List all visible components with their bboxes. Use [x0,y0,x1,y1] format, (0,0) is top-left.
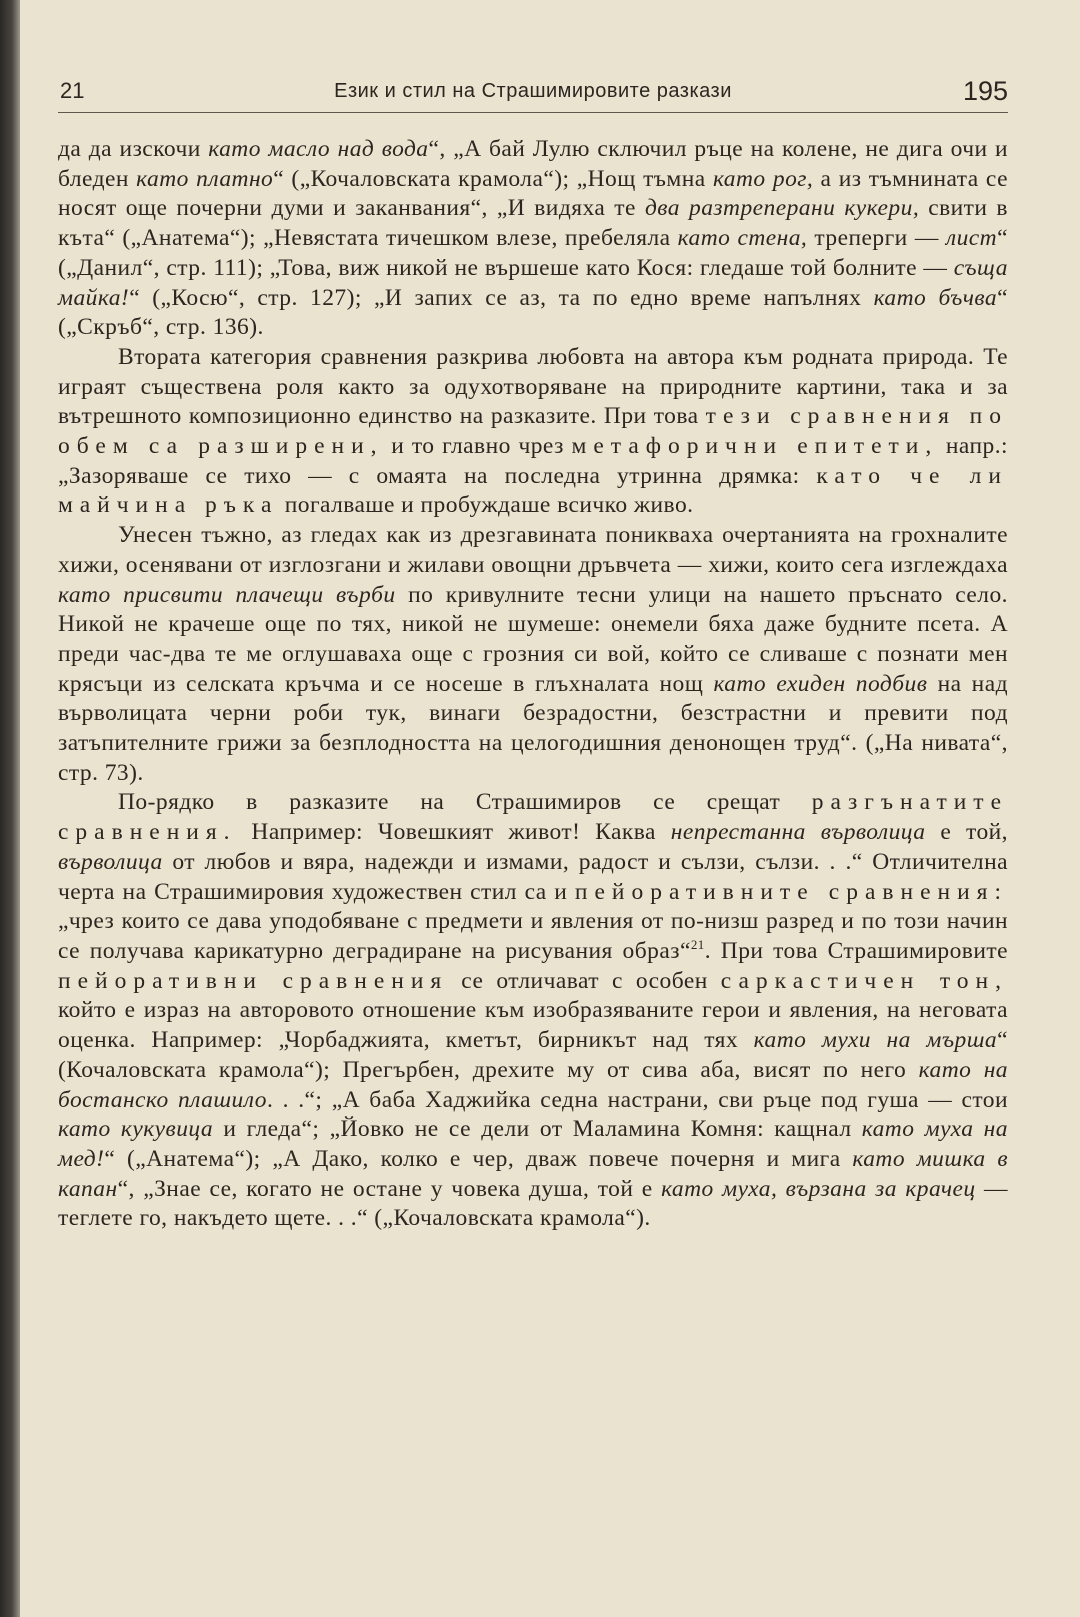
italic-run: като присвити плачещи върби [58,581,396,608]
text-run: „чрез които се дава уподобяване с предмети и явления от по-низш разред и по този начин се получава карикатурно деградиране на рисувания образ“ [58,908,1008,964]
italic-run: като стена, [677,225,808,252]
page-body [58,135,1008,1234]
page-header [58,68,1008,113]
spaced-run: метафорични епитети, [571,433,939,460]
text-run: “ („Косю“, стр. 127); „И запих се аз, та по едно време напълнях [129,284,874,311]
text-run: и гледа“; „Йовко не се дели от Маламина Комня: кащнал [213,1116,862,1143]
text-run: напр.: „Зазоряваше се тихо — с омаята на последна утринна дрямка: [58,433,1008,489]
spaced-run: като че ли майчина ръка [58,462,1008,519]
italic-run: непрестанна върволица [670,819,926,846]
italic-run: като масло над вода [208,136,429,162]
italic-run: като муха, вързана за крачец [661,1175,976,1202]
italic-run: като бъчва [873,284,998,311]
text-run: — теглете го, накъдето щете. . .“ („Кочаловската крамола“). [58,1175,1008,1232]
text-run: се отличават с особен [448,967,721,994]
text-run: . . .“; „А баба Хаджийка седна настрани, сви ръце под гуша — стои [266,1086,1009,1113]
text-run: “ („Данил“, стр. 111); „Това, виж никой не вършеше като Кося: гледаше той болните — [58,225,1008,281]
text-run: а из тъмнината се носят още почерни думи и заканвания“, „И видяха те [58,165,1008,222]
italic-run: като на бостанско плашило [58,1056,1009,1113]
paragraph [58,135,1008,343]
text-run: треперги — [807,225,946,252]
text-run: е той, [925,819,1009,846]
italic-run: като муха на мед! [58,1116,1008,1172]
text-run: от любов и вяра, надежди и измами, радост и сълзи, сълзи. . .“ Отличителна черта на Страшимировия художествен стил са и [58,848,1008,905]
text-run: погалваше и пробуждаше всичко живо. [278,492,694,519]
text-run: по кривулните тесни улици на нашето пръснато село. Никой не крачеше още по тях, никой не шумеше: онемели бяха даже будните псета. А преди час-два те ме оглушаваха още с грозния си вой, който се сливаше с познати мен крясъци из селската кръчма и се носеше в глъхналата нощ [58,581,1008,697]
spaced-run: тези сравнения по обем са разширени, [58,403,1008,460]
spaced-run: пейоративни сравнения [58,967,449,994]
paragraph [58,343,1008,521]
italic-run: върволица [58,848,163,875]
text-run: Втората категория сравнения разкрива любовта на автора към родната природа. Те играят съществена роля както за одухотворяване на природните картини, така и за вътрешното композиционно единство на разказите. При това [58,343,1008,430]
italic-run: като платно [136,165,274,192]
paragraph [58,788,1008,1234]
text-run: “ („Анатема“); „А Дако, колко е чер, дваж повече почерня и мига [104,1145,853,1172]
text-run: “ („Кочаловската крамола“); „Нощ тъмна [273,165,713,192]
text-run: и то главно чрез [383,433,572,460]
spaced-run: разгънатите сравнения. [58,789,1008,846]
italic-run: като мишка в капан [58,1145,1008,1202]
book-page [58,68,1008,1234]
text-run: Например: Човешкият живот! Каква [236,819,671,846]
text-run: “ (Кочаловската крамола“); Прегърбен, дрехите му от сива аба, висят по него [58,1027,1009,1083]
italic-run: лист [945,225,998,252]
italic-run: два разтреперани кукери, [644,195,920,222]
italic-run: като кукувица [58,1116,214,1143]
text-run: на над върволицата черни роби тук, винаги безрадостни, безстрастни и превити под затъпителните грижи за безплодността на целогодишния денонощен труд“. („На нивата“, стр. 73). [58,670,1008,786]
footnote-ref: 21 [690,937,705,953]
italic-run: като мухи на мърша [753,1027,998,1054]
text-run: “, „Знае се, когато не остане у човека душа, той е [117,1175,662,1202]
italic-run: като ехиден подбив [713,670,928,697]
paragraph [58,521,1008,788]
text-run: “, „А бай Лулю сключил ръце на колене, не дига очи и бледен [58,136,1009,192]
italic-run: като рог, [712,165,814,192]
spaced-run: пейоративните сравнения: [574,878,1008,905]
page-number: 195 [962,76,1008,106]
text-run: да да изскочи [58,136,209,162]
running-title: Език и стил на Страшимировите разкази [334,80,732,102]
text-run: . При това Страшимировите [704,937,1008,964]
text-run: “ („Скръб“, стр. 136). [58,284,1009,341]
text-run: По-рядко в разказите на Страшимиров се срещат [118,789,812,816]
signature-mark: 21 [60,78,85,103]
spaced-run: саркастичен тон, [720,967,1008,994]
text-run: свити в къта“ („Анатема“); „Невястата тичешком влезе, пребеляла [58,195,1008,252]
text-run: Унесен тъжно, аз гледах как из дрезгавината поникваха очертанията на грохналите хижи, осенявани от изглозгани и жилави овощни дръвчета — хижи, които сега изглеждаха [58,522,1008,578]
text-run: който е израз на авторовото отношение към изобразяваните герои и явления, на неговата оценка. Например: „Чорбаджията, кметът, бирникът над тях [58,997,1008,1054]
book-spine-shadow [0,0,20,1617]
italic-run: съща майка! [58,254,1008,311]
